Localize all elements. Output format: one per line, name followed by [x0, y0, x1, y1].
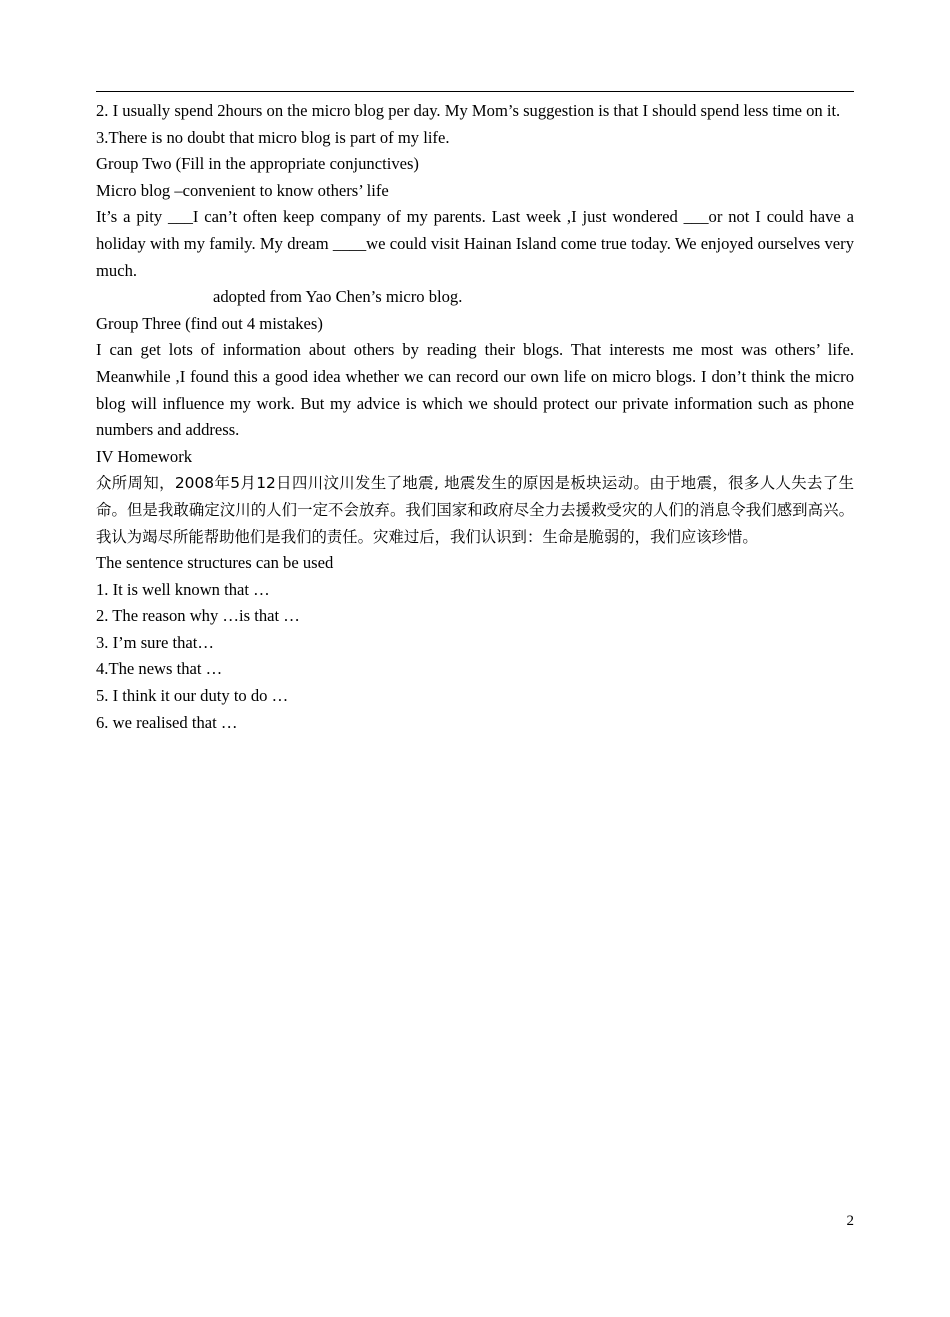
structure-item-3: 3. I’m sure that…	[96, 632, 214, 652]
group-two-paragraph: It’s a pity ___I can’t often keep company of my parents. Last week ,I just wondered ___or not I could have a holiday with my family. My dream ____we could visit Hainan Island come true today. We enjoyed ourselves very much.	[96, 207, 854, 280]
homework-heading: IV Homework	[96, 446, 193, 466]
header-rule	[96, 91, 854, 92]
document-body	[96, 98, 854, 736]
sentence-2: 2. I usually spend 2hours on the micro blog per day. My Mom’s suggestion is that I should spend less time on it.	[96, 101, 841, 120]
structure-item-1: 1. It is well known that …	[96, 579, 270, 599]
page-number: 2	[846, 1213, 854, 1229]
structure-item-5: 5. I think it our duty to do …	[96, 686, 289, 706]
group-three-paragraph: I can get lots of information about others by reading their blogs. That interests me most was others’ life. Meanwhile ,I found this a good idea whether we can record our own life on micro blogs. I don’t think the micro blog will influence my work. But my advice is which we should protect our private information such as phone numbers and address.	[96, 340, 854, 440]
structure-item-2: 2. The reason why …is that …	[96, 606, 300, 626]
structures-heading: The sentence structures can be used	[96, 553, 334, 573]
sentence-3: 3.There is no doubt that micro blog is part of my life.	[96, 127, 450, 147]
group-two-source: adopted from Yao Chen’s micro blog.	[213, 287, 463, 307]
group-three-heading: Group Three (find out 4 mistakes)	[96, 313, 323, 333]
chinese-paragraph: 众所周知，2008年5月12日四川汶川发生了地震, 地震发生的原因是板块运动。由于地震，很多人人失去了生命。但是我敢确定汶川的人们一定不会放弃。我们国家和政府尽全力去援救受灾的人们的消息令我们感到高兴。我认为竭尽所能帮助他们是我们的责任。灾难过后，我们认识到：生命是脆弱的，我们应该珍惜。	[96, 474, 854, 546]
structure-item-4: 4.The news that …	[96, 659, 223, 679]
group-two-heading: Group Two (Fill in the appropriate conjunctives)	[96, 154, 419, 174]
structure-item-6: 6. we realised that …	[96, 712, 238, 732]
group-two-title: Micro blog –convenient to know others’ life	[96, 180, 389, 200]
